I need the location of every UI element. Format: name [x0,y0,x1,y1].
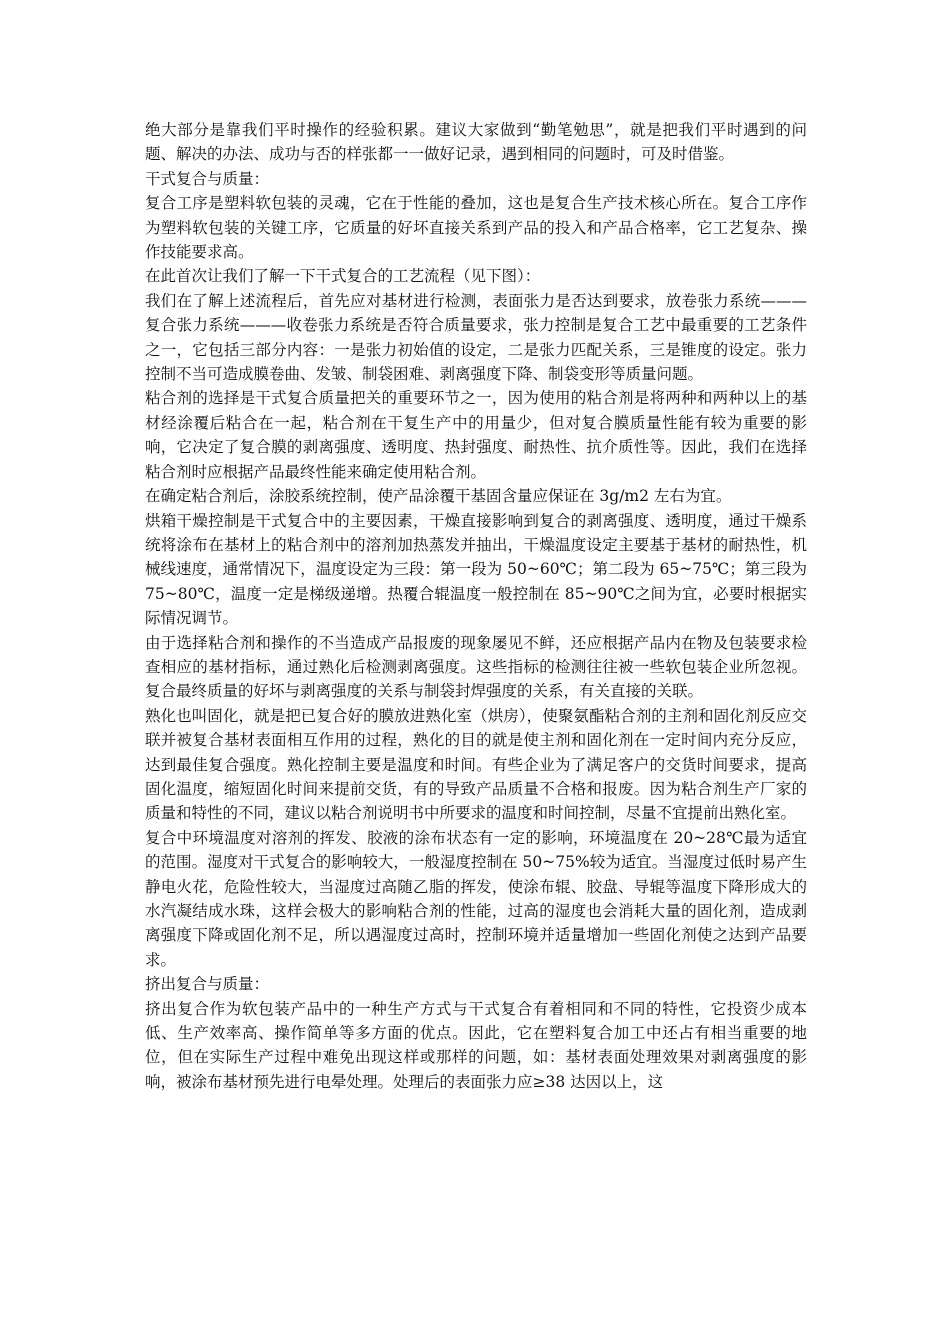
paragraph-peel-strength: 由于选择粘合剂和操作的不当造成产品报废的现象屡见不鲜，还应根据产品内在物及包装要求检查相应的基材指标，通过熟化后检测剥离强度。这些指标的检测往往被一些软包装企业所忽视。复合最终质量的好坏与剥离强度的关系与制袋封焊强度的关系，有关直接的关联。 [145,633,807,701]
paragraph-process-flow-intro: 在此首次让我们了解一下干式复合的工艺流程（见下图）： [145,267,541,286]
paragraph-oven-drying: 烘箱干燥控制是干式复合中的主要因素，干燥直接影响到复合的剥离强度、透明度，通过干燥系统将涂布在基材上的粘合剂中的溶剂加热蒸发并抽出，干燥温度设定主要基于基材的耐热性，机械线速度，通常情况下，温度设定为三段：第一段为 50~60℃；第二段为 65~75℃；第三段为 75~80℃，温度一定是梯级递增。热覆合辊温度一般控制在 85~90℃之间为宜，必要时根据实际情况调节。 [145,511,807,628]
paragraph-curing: 熟化也叫固化，就是把已复合好的膜放进熟化室（烘房），使聚氨酯粘合剂的主剂和固化剂反应交联并被复合基材表面相互作用的过程，熟化的目的就是使主剂和固化剂在一定时间内充分反应，达到最佳复合强度。熟化控制主要是温度和时间。有些企业为了满足客户的交货时间要求，提高固化温度，缩短固化时间来提前交货，有的导致产品质量不合格和报废。因为粘合剂生产厂家的质量和特性的不同，建议以粘合剂说明书中所要求的温度和时间控制，尽量不宜提前出熟化室。 [145,706,807,823]
paragraph-lamination-process: 复合工序是塑料软包装的灵魂，它在于性能的叠加，这也是复合生产技术核心所在。复合工序作为塑料软包装的关键工序，它质量的好坏直接关系到产品的投入和产品合格率，它工艺复杂、操作技能要求高。 [145,194,807,262]
paragraph-coating-amount: 在确定粘合剂后，涂胶系统控制，使产品涂覆干基固含量应保证在 3g/m2 左右为宜。 [145,487,732,506]
paragraph-extrusion-lamination: 挤出复合作为软包装产品中的一种生产方式与干式复合有着相同和不同的特性，它投资少成本低、生产效率高、操作简单等多方面的优点。因此，它在塑料复合加工中还占有相当重要的地位，但在实际生产过程中难免出现这样或那样的问题，如：基材表面处理效果对剥离强度的影响，被涂布基材预先进行电晕处理。处理后的表面张力应≥38 达因以上，这 [145,999,807,1091]
paragraph-adhesive-selection: 粘合剂的选择是干式复合质量把关的重要环节之一，因为使用的粘合剂是将两种和两种以上的基材经涂覆后粘合在一起，粘合剂在干复生产中的用量少，但对复合膜质量性能有较为重要的影响，它决定了复合膜的剥离强度、透明度、热封强度、耐热性、抗介质性等。因此，我们在选择粘合剂时应根据产品最终性能来确定使用粘合剂。 [145,389,807,481]
heading-dry-lamination-quality: 干式复合与质量： [145,169,270,188]
paragraph-experience-records: 绝大部分是靠我们平时操作的经验积累。建议大家做到“勤笔勉思”，就是把我们平时遇到的问题、解决的办法、成功与否的样张都一一做好记录，遇到相同的问题时，可及时借鉴。 [145,121,807,164]
document-body [145,118,807,1094]
paragraph-tension-control: 我们在了解上述流程后，首先应对基材进行检测，表面张力是否达到要求，放卷张力系统———复合张力系统———收卷张力系统是否符合质量要求，张力控制是复合工艺中最重要的工艺条件之一，它包括三部分内容：一是张力初始值的设定，二是张力匹配关系，三是锥度的设定。张力控制不当可造成膜卷曲、发皱、制袋困难、剥离强度下降、制袋变形等质量问题。 [145,291,807,384]
paragraph-environment: 复合中环境温度对溶剂的挥发、胶液的涂布状态有一定的影响，环境温度在 20~28℃最为适宜的范围。湿度对干式复合的影响较大，一般湿度控制在 50~75%较为适宜。当湿度过低时易产生静电火花，危险性较大，当湿度过高随乙脂的挥发，使涂布辊、胶盘、导辊等温度下降形成大的水汽凝结成水珠，这样会极大的影响粘合剂的性能，过高的湿度也会消耗大量的固化剂，造成剥离强度下降或固化剂不足，所以遇湿度过高时，控制环境并适量增加一些固化剂使之达到产品要求。 [145,828,807,969]
heading-extrusion-lamination-quality: 挤出复合与质量： [145,975,270,994]
